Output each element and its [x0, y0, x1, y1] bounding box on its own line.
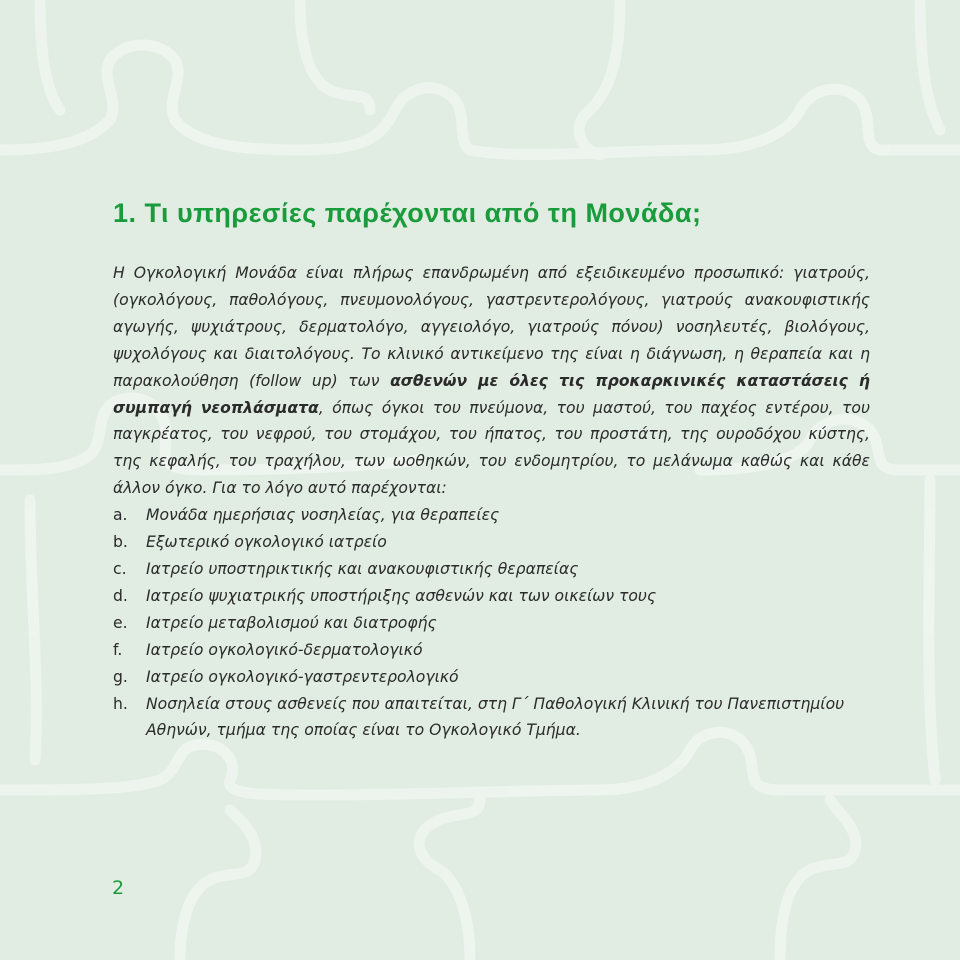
services-section: [113, 260, 870, 744]
service-letter: e.: [113, 613, 128, 632]
service-text: Μονάδα ημερήσιας νοσηλείας, για θεραπείες: [146, 506, 500, 525]
page-number: 2: [112, 877, 125, 899]
intro-bold-text: ασθενών με όλες τις προκαρκινικές καταστάσεις ή συμπαγή νεοπλάσματα: [113, 371, 870, 417]
service-letter: a.: [113, 506, 128, 525]
intro-rest-text: , όπως όγκοι του πνεύμονα, του μαστού, του παχέος εντέρου, του παγκρέατος, του νεφρού, του στομάχου, του ήπατος, του προστάτη, της ουροδόχου κύστης, της κεφαλής, του τραχήλου, των ωοθηκών, του ενδομητρίου, το μελάνωμα καθώς και κάθε άλλον όγκο. Για το λόγο αυτό παρέχονται:: [113, 398, 870, 498]
service-item: [113, 691, 870, 745]
service-text: Ιατρείο ογκολογικό-γαστρεντερολογικό: [146, 667, 459, 686]
service-letter: f.: [113, 640, 123, 659]
intro-paragraph: [113, 260, 870, 502]
service-item: [113, 664, 870, 691]
service-text: Ιατρείο ψυχιατρικής υποστήριξης ασθενών και των οικείων τους: [146, 586, 657, 605]
service-letter: b.: [113, 533, 128, 552]
service-item: [113, 583, 870, 610]
service-item: [113, 529, 870, 556]
service-letter: g.: [113, 667, 128, 686]
service-text: Ιατρείο μεταβολισμού και διατροφής: [146, 613, 437, 632]
services-list: [113, 502, 870, 744]
service-text: Νοσηλεία στους ασθενείς που απαιτείται, στη Γ΄ Παθολογική Κλινική του Πανεπιστημίου Αθηνών, τμήμα της οποίας είναι το Ογκολογικό Τμήμα.: [146, 694, 845, 740]
service-text: Ιατρείο υποστηρικτικής και ανακουφιστικής θεραπείας: [146, 559, 579, 578]
service-item: [113, 637, 870, 664]
intro-text: Η Ογκολογική Μονάδα είναι πλήρως επανδρωμένη από εξειδικευμένο προσωπικό: γιατρούς, (ογκολόγους, παθολόγους, πνευμονολόγους, γαστρεντερολόγους, γιατρούς ανακουφιστικής αγωγής, ψυχιάτρους, δερματολόγο, αγγειολόγο, γιατρούς πόνου) νοσηλευτές, βιολόγους, ψυχολόγους και διαιτολόγους. Το κλινικό αντικείμενο της είναι η διάγνωση, η θεραπεία και η παρακολούθηση (follow up) των: [113, 264, 870, 390]
section-heading: 1. Τι υπηρεσίες παρέχονται από τη Μονάδα;: [113, 198, 702, 228]
service-letter: h.: [113, 694, 128, 713]
service-text: Ιατρείο ογκολογικό-δερματολογικό: [146, 640, 423, 659]
service-letter: d.: [113, 586, 128, 605]
service-item: [113, 502, 870, 529]
service-item: [113, 556, 870, 583]
service-text: Εξωτερικό ογκολογικό ιατρείο: [146, 533, 387, 552]
service-letter: c.: [113, 559, 127, 578]
service-item: [113, 610, 870, 637]
